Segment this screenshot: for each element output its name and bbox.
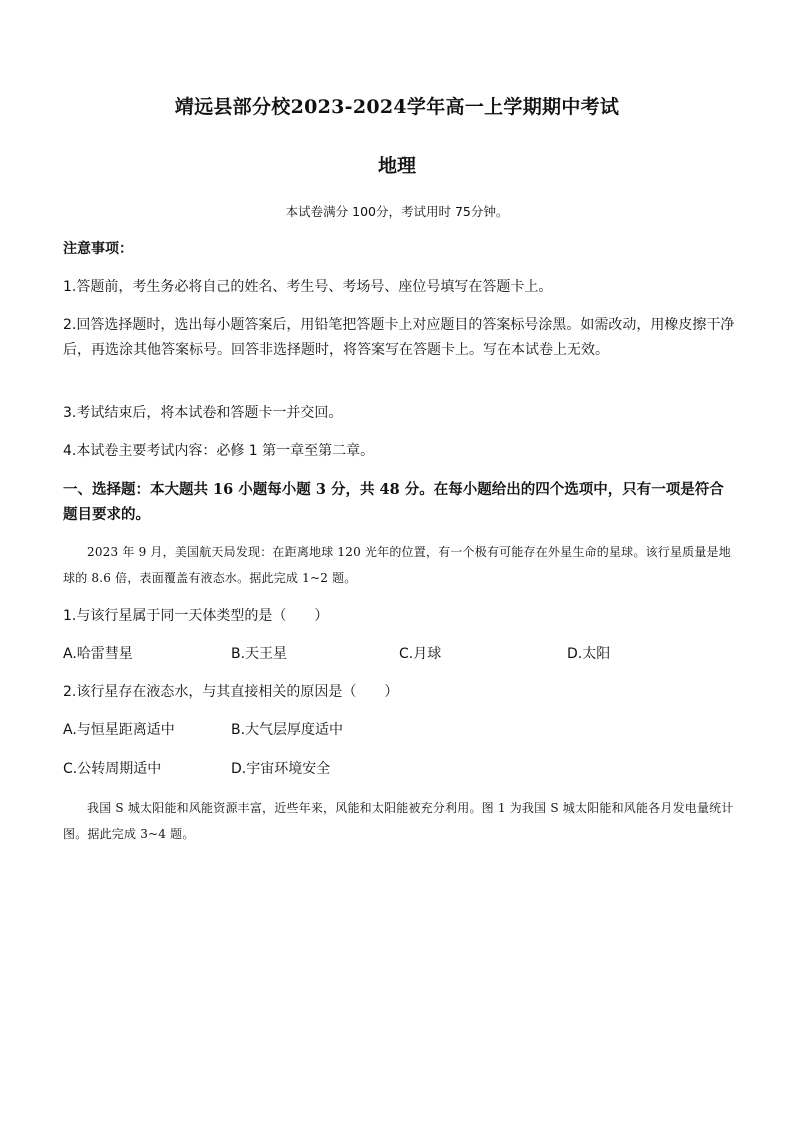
question-2-options-row-2 [63, 759, 743, 779]
subject-title: 地理 [377, 155, 416, 177]
q1-option-b: B.天王星 [231, 646, 288, 662]
notice-item-4: 4.本试卷主要考试内容：必修 1 第一章至第二章。 [63, 443, 375, 459]
q2-option-b: B.大气层厚度适中 [231, 722, 344, 738]
q2-option-a: A.与恒星距离适中 [63, 722, 175, 738]
notice-item-2: 2.回答选择题时，选出每小题答案后，用铅笔把答题卡上对应题目的答案标号涂黑。如需改动，用橡皮擦干净后，再选涂其他答案标号。回答非选择题时，将答案写在答题卡上。写在本试卷上无效。 [63, 317, 735, 358]
exam-title: 靖远县部分校2023-2024学年高一上学期期中考试 [174, 96, 620, 118]
notice-heading: 注意事项： [63, 241, 133, 257]
material-paragraph-2: 我国 S 城太阳能和风能资源丰富，近些年来，风能和太阳能被充分利用。图 1 为我国 S 城太阳能和风能各月发电量统计图。据此完成 3~4 题。 [63, 801, 734, 841]
q1-option-a: A.哈雷彗星 [63, 646, 133, 662]
question-2-options-row-1 [63, 720, 743, 740]
q1-option-d: D.太阳 [567, 646, 611, 662]
notice-item-3: 3.考试结束后，将本试卷和答题卡一并交回。 [63, 405, 343, 421]
notice-item-1: 1.答题前，考生务必将自己的姓名、考生号、考场号、座位号填写在答题卡上。 [63, 279, 553, 295]
material-paragraph-1: 2023 年 9 月，美国航天局发现：在距离地球 120 光年的位置，有一个极有可能存在外星生命的星球。该行星质量是地球的 8.6 倍，表面覆盖有液态水。据此完成 1~2 题。 [63, 545, 731, 585]
section-heading: 一、选择题：本大题共 16 小题每小题 3 分，共 48 分。在每小题给出的四个选项中，只有一项是符合题目要求的。 [63, 481, 724, 523]
exam-info: 本试卷满分 100分，考试用时 75分钟。 [285, 204, 509, 219]
question-2-stem: 2.该行星存在液态水，与其直接相关的原因是（ ） [63, 684, 399, 700]
q2-option-d: D.宇宙环境安全 [231, 761, 331, 777]
q1-option-c: C.月球 [399, 646, 442, 662]
question-1-options [63, 644, 743, 664]
q2-option-c: C.公转周期适中 [63, 761, 162, 777]
question-1-stem: 1.与该行星属于同一天体类型的是（ ） [63, 608, 329, 624]
